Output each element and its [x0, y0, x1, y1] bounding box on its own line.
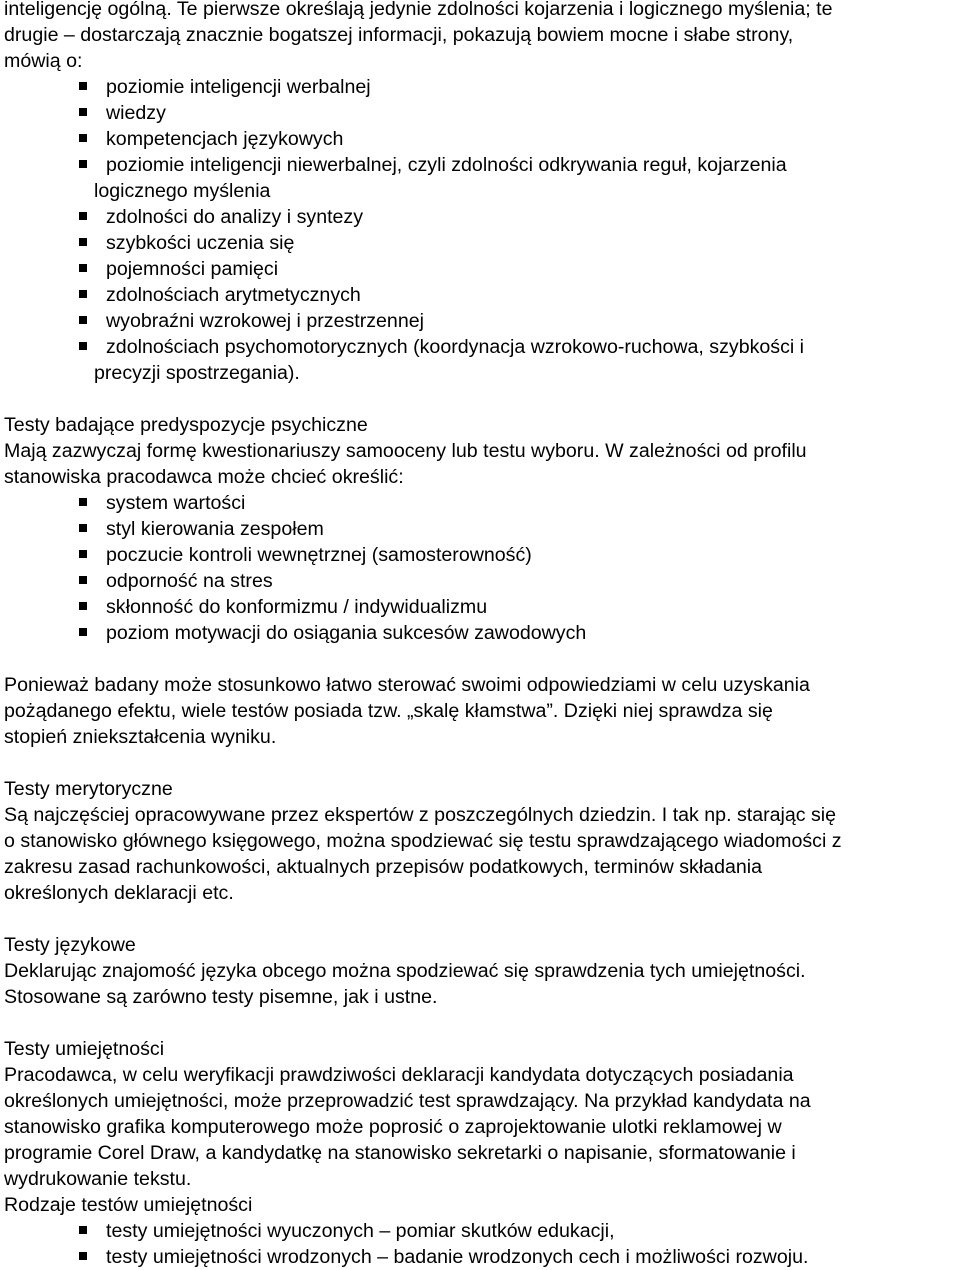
section-heading: Testy badające predyspozycje psychiczne — [4, 414, 368, 436]
square-bullet-icon — [79, 498, 87, 506]
list-item: wyobraźni wzrokowej i przestrzennej — [106, 308, 956, 334]
square-bullet-icon — [79, 82, 87, 90]
paragraph-line: stanowisko grafika komputerowego może poprosić o zaprojektowanie ulotki reklamowej w — [4, 1116, 782, 1138]
square-bullet-icon — [79, 602, 87, 610]
square-bullet-icon — [79, 290, 87, 298]
paragraph-gap — [4, 646, 956, 672]
paragraph-line: Mają zazwyczaj formę kwestionariuszy samooceny lub testu wyboru. W zależności od profilu — [4, 440, 807, 462]
intro-line: inteligencję ogólną. Te pierwsze określają jedynie zdolności kojarzenia i logicznego myślenia; te — [4, 0, 833, 20]
section-heading: Testy merytoryczne — [4, 778, 173, 800]
list-item: poczucie kontroli wewnętrznej (samosterowność) — [106, 542, 956, 568]
square-bullet-icon — [79, 212, 87, 220]
list-item: wiedzy — [106, 100, 956, 126]
list-item: poziom motywacji do osiągania sukcesów zawodowych — [106, 620, 956, 646]
abilities-list — [4, 74, 956, 386]
paragraph-line: Są najczęściej opracowywane przez ekspertów z poszczególnych dziedzin. I tak np. starając się — [4, 804, 837, 826]
paragraph-gap — [4, 750, 956, 776]
section-heading: Testy językowe — [4, 934, 136, 956]
square-bullet-icon — [79, 134, 87, 142]
square-bullet-icon — [79, 108, 87, 116]
subheading: Rodzaje testów umiejętności — [4, 1194, 253, 1216]
list-item-continuation: logicznego myślenia — [94, 180, 271, 202]
square-bullet-icon — [79, 550, 87, 558]
list-item: zdolności do analizy i syntezy — [106, 204, 956, 230]
list-item: skłonność do konformizmu / indywidualizmu — [106, 594, 956, 620]
list-item: zdolnościach psychomotorycznych (koordynacja wzrokowo-ruchowa, szybkości i precyzji spostrzegania). — [106, 334, 956, 386]
paragraph-line: Deklarując znajomość języka obcego można spodziewać się sprawdzenia tych umiejętności. — [4, 960, 806, 982]
intro-line: drugie – dostarczają znacznie bogatszej informacji, pokazują bowiem mocne i słabe strony, — [4, 24, 794, 46]
list-item-continuation: precyzji spostrzegania). — [94, 362, 300, 384]
square-bullet-icon — [79, 160, 87, 168]
list-item: system wartości — [106, 490, 956, 516]
paragraph-line: Ponieważ badany może stosunkowo łatwo sterować swoimi odpowiedziami w celu uzyskania — [4, 674, 810, 696]
list-item: kompetencjach językowych — [106, 126, 956, 152]
paragraph-gap — [4, 386, 956, 412]
paragraph-line: określonych umiejętności, może przeprowadzić test sprawdzający. Na przykład kandydata na — [4, 1090, 811, 1112]
paragraph-line: Stosowane są zarówno testy pisemne, jak i ustne. — [4, 986, 438, 1008]
square-bullet-icon — [79, 316, 87, 324]
list-item: testy umiejętności wyuczonych – pomiar skutków edukacji, — [106, 1218, 956, 1244]
paragraph-line: programie Corel Draw, a kandydatkę na stanowisko sekretarki o napisanie, sformatowanie i — [4, 1142, 796, 1164]
square-bullet-icon — [79, 1226, 87, 1234]
paragraph-line: pożądanego efektu, wiele testów posiada tzw. „skalę kłamstwa”. Dzięki niej sprawdza się — [4, 700, 773, 722]
paragraph-line: zakresu zasad rachunkowości, aktualnych przepisów podatkowych, terminów składania — [4, 856, 763, 878]
list-item: szybkości uczenia się — [106, 230, 956, 256]
list-item: styl kierowania zespołem — [106, 516, 956, 542]
square-bullet-icon — [79, 1252, 87, 1260]
traits-list — [4, 490, 956, 646]
section-heading: Testy umiejętności — [4, 1038, 165, 1060]
intro-line: mówią o: — [4, 50, 83, 72]
list-item: poziomie inteligencji niewerbalnej, czyli zdolności odkrywania reguł, kojarzenia logicznego myślenia — [106, 152, 956, 204]
paragraph-gap — [4, 1010, 956, 1036]
list-item: odporność na stres — [106, 568, 956, 594]
paragraph-line: stopień zniekształcenia wyniku. — [4, 726, 277, 748]
paragraph-line: wydrukowanie tekstu. — [4, 1168, 192, 1190]
skill-tests-list — [4, 1218, 956, 1270]
list-item: testy umiejętności wrodzonych – badanie wrodzonych cech i możliwości rozwoju. — [106, 1244, 956, 1270]
square-bullet-icon — [79, 342, 87, 350]
square-bullet-icon — [79, 628, 87, 636]
square-bullet-icon — [79, 264, 87, 272]
square-bullet-icon — [79, 576, 87, 584]
paragraph-line: o stanowisko głównego księgowego, można spodziewać się testu sprawdzającego wiadomości z — [4, 830, 842, 852]
list-item: pojemności pamięci — [106, 256, 956, 282]
list-item: zdolnościach arytmetycznych — [106, 282, 956, 308]
paragraph-line: określonych deklaracji etc. — [4, 882, 234, 904]
square-bullet-icon — [79, 238, 87, 246]
paragraph-line: stanowiska pracodawca może chcieć określić: — [4, 466, 404, 488]
square-bullet-icon — [79, 524, 87, 532]
list-item: poziomie inteligencji werbalnej — [106, 74, 956, 100]
paragraph-gap — [4, 906, 956, 932]
paragraph-line: Pracodawca, w celu weryfikacji prawdziwości deklaracji kandydata dotyczących posiadania — [4, 1064, 794, 1086]
